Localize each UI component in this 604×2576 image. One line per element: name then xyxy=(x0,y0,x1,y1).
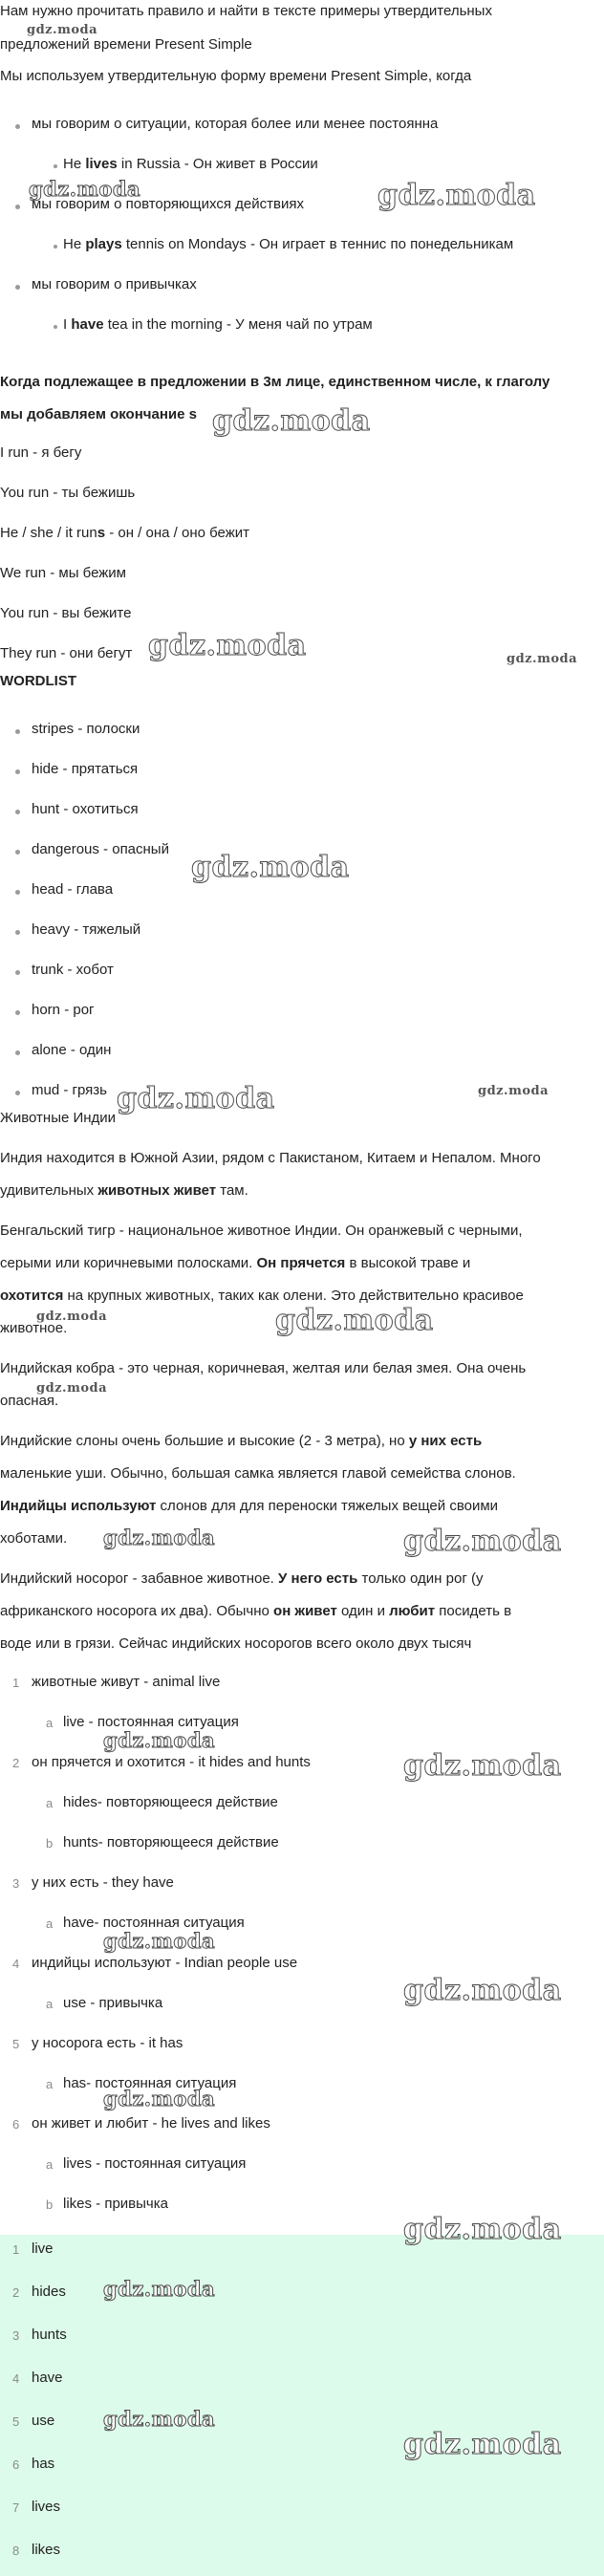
watermark: gdz.moda xyxy=(507,652,578,666)
text-p4-line: Индийские слоны очень большие и высокие (2 - 3 метра), но у них есть xyxy=(0,1433,483,1449)
answer-item: have xyxy=(32,2370,63,2386)
analysis-letter: a xyxy=(46,2157,54,2172)
watermark: gdz.moda xyxy=(378,179,536,212)
answer-number: 4 xyxy=(12,2371,20,2386)
wordlist-item: hide - прятаться xyxy=(32,761,139,777)
watermark: gdz.moda xyxy=(103,2407,216,2431)
conjugation-line: He / she / it runs - он / она / оно бежит xyxy=(0,525,250,541)
text-p5-line: африканского носорога их два). Обычно он живет один и любит посидеть в xyxy=(0,1603,512,1619)
wordlist-item: alone - один xyxy=(32,1042,112,1058)
watermark: gdz.moda xyxy=(403,2213,562,2246)
analysis-number: 6 xyxy=(12,2117,20,2132)
bullet-dot xyxy=(15,850,20,855)
wordlist-item: horn - рог xyxy=(32,1002,95,1018)
text-p5-line: Индийский носорог - забавное животное. У него есть только один рог (у xyxy=(0,1570,484,1587)
rule-lead: Мы используем утвердительную форму времени Present Simple, когда xyxy=(0,68,472,84)
analysis-number: 1 xyxy=(12,1676,20,1690)
conjugation-line: I run - я бегу xyxy=(0,444,82,461)
watermark: gdz.moda xyxy=(103,1929,216,1953)
analysis-sub-item: likes - привычка xyxy=(63,2196,168,2212)
watermark: gdz.moda xyxy=(478,1084,550,1098)
bullet-dot xyxy=(15,1010,20,1015)
text-p3-line: Индийская кобра - это черная, коричневая, желтая или белая змея. Она очень xyxy=(0,1360,527,1376)
rule-3-example: I have tea in the morning - У меня чай по утрам xyxy=(63,316,373,333)
analysis-sub-item: use - привычка xyxy=(63,1995,163,2011)
wordlist-title: WORDLIST xyxy=(0,673,76,689)
analysis-item: у них есть - they have xyxy=(32,1874,174,1891)
answer-number: 3 xyxy=(12,2328,20,2343)
answer-number: 2 xyxy=(12,2285,20,2300)
third-person-rule-line-1: Когда подлежащее в предложении в 3м лице, единственном числе, к глаголу xyxy=(0,374,550,390)
analysis-letter: a xyxy=(46,1916,54,1931)
bullet-dot xyxy=(15,930,20,935)
bullet-dot xyxy=(15,1050,20,1055)
bullet-dot xyxy=(15,970,20,975)
answer-number: 8 xyxy=(12,2544,20,2558)
wordlist-item: head - глава xyxy=(32,881,114,898)
text-title: Животные Индии xyxy=(0,1110,117,1126)
analysis-number: 5 xyxy=(12,2037,20,2051)
intro-task-line-2: предложений времени Present Simple xyxy=(0,36,252,53)
sub-bullet-dot xyxy=(54,245,57,249)
analysis-item: индийцы используют - Indian people use xyxy=(32,1955,298,1971)
rule-1-text: мы говорим о ситуации, которая более или менее постоянна xyxy=(32,116,439,132)
analysis-letter: a xyxy=(46,1796,54,1810)
wordlist-item: stripes - полоски xyxy=(32,721,140,737)
text-p4-line: маленькие уши. Обычно, большая самка является главой семейства слонов. xyxy=(0,1465,516,1482)
analysis-number: 3 xyxy=(12,1876,20,1891)
answer-item: lives xyxy=(32,2499,61,2515)
answer-item: has xyxy=(32,2456,55,2472)
analysis-sub-item: hunts- повторяющееся действие xyxy=(63,1834,279,1851)
bullet-dot xyxy=(15,205,20,209)
answer-number: 5 xyxy=(12,2414,20,2429)
answer-number: 7 xyxy=(12,2500,20,2515)
text-p2-line: Бенгальский тигр - национальное животное Индии. Он оранжевый с черными, xyxy=(0,1223,523,1239)
text-p4-line: хоботами. xyxy=(0,1530,68,1547)
rule-2-text: мы говорим о повторяющихся действиях xyxy=(32,196,304,212)
watermark: gdz.moda xyxy=(103,1526,216,1549)
third-person-rule-line-2: мы добавляем окончание s xyxy=(0,406,197,422)
watermark: gdz.moda xyxy=(191,851,350,884)
watermark: gdz.moda xyxy=(103,2277,216,2301)
analysis-number: 2 xyxy=(12,1756,20,1770)
bullet-dot xyxy=(15,124,20,129)
text-p1-line: удивительных животных живет там. xyxy=(0,1182,248,1199)
conjugation-line: You run - ты бежишь xyxy=(0,485,136,501)
analysis-letter: a xyxy=(46,2077,54,2091)
analysis-letter: a xyxy=(46,1997,54,2011)
watermark: gdz.moda xyxy=(36,1381,108,1396)
watermark: gdz.moda xyxy=(212,404,371,438)
watermark: gdz.moda xyxy=(117,1082,275,1115)
sub-bullet-dot xyxy=(54,164,57,168)
wordlist-item: hunt - охотиться xyxy=(32,801,139,817)
text-p2-line: серыми или коричневыми полосками. Он прячется в высокой траве и xyxy=(0,1255,471,1271)
analysis-item: он живет и любит - he lives and likes xyxy=(32,2115,270,2132)
bullet-dot xyxy=(15,285,20,290)
analysis-item: он прячется и охотится - it hides and hunts xyxy=(32,1754,311,1770)
text-p1-line: Индия находится в Южной Азии, рядом с Пакистаном, Китаем и Непалом. Много xyxy=(0,1150,541,1166)
bullet-dot xyxy=(15,769,20,774)
conjugation-line: They run - они бегут xyxy=(0,645,133,661)
watermark: gdz.moda xyxy=(103,2087,216,2111)
rule-2-example: He plays tennis on Mondays - Он играет в теннис по понедельникам xyxy=(63,236,514,252)
conjugation-line: You run - вы бежите xyxy=(0,605,132,621)
rule-3-text: мы говорим о привычках xyxy=(32,276,197,292)
answer-item: hides xyxy=(32,2284,66,2300)
watermark: gdz.moda xyxy=(403,1749,562,1783)
text-p4-line: Индийцы используют слонов для для переноски тяжелых вещей своими xyxy=(0,1498,499,1514)
bullet-dot xyxy=(15,729,20,734)
watermark: gdz.moda xyxy=(403,2428,562,2461)
answer-item: use xyxy=(32,2413,55,2429)
analysis-letter: a xyxy=(46,1716,54,1730)
text-p2-line: животное. xyxy=(0,1320,68,1336)
bullet-dot xyxy=(15,890,20,895)
watermark: gdz.moda xyxy=(403,1974,562,2007)
watermark: gdz.moda xyxy=(148,629,307,662)
text-p2-line: охотится на крупных животных, таких как олени. Это действительно красивое xyxy=(0,1288,524,1304)
analysis-sub-item: has- постоянная ситуация xyxy=(63,2075,237,2091)
wordlist-item: trunk - хобот xyxy=(32,962,114,978)
bullet-dot xyxy=(15,810,20,814)
analysis-item: у носорога есть - it has xyxy=(32,2035,183,2051)
bullet-dot xyxy=(15,1091,20,1095)
wordlist-item: mud - грязь xyxy=(32,1082,107,1098)
wordlist-item: dangerous - опасный xyxy=(32,841,169,857)
answer-item: likes xyxy=(32,2542,61,2558)
answer-block xyxy=(0,2235,604,2576)
answer-number: 6 xyxy=(12,2457,20,2472)
intro-task-line-1: Нам нужно прочитать правило и найти в тексте примеры утвердительных xyxy=(0,3,492,19)
sub-bullet-dot xyxy=(54,325,57,329)
watermark: gdz.moda xyxy=(103,1728,216,1752)
text-p5-line: воде или в грязи. Сейчас индийских носорогов всего около двух тысяч xyxy=(0,1635,472,1652)
analysis-sub-item: hides- повторяющееся действие xyxy=(63,1794,278,1810)
answer-item: live xyxy=(32,2240,54,2257)
analysis-letter: b xyxy=(46,1836,54,1851)
watermark: gdz.moda xyxy=(403,1525,562,1558)
text-p3-line: опасная. xyxy=(0,1393,59,1409)
answer-item: hunts xyxy=(32,2327,67,2343)
conjugation-line: We run - мы бежим xyxy=(0,565,126,581)
analysis-sub-item: lives - постоянная ситуация xyxy=(63,2155,247,2172)
watermark: gdz.moda xyxy=(27,23,98,37)
watermark: gdz.moda xyxy=(275,1304,434,1337)
answer-number: 1 xyxy=(12,2242,20,2257)
analysis-sub-item: live - постоянная ситуация xyxy=(63,1714,239,1730)
analysis-letter: b xyxy=(46,2197,54,2212)
analysis-sub-item: have- постоянная ситуация xyxy=(63,1915,245,1931)
rule-1-example: He lives in Russia - Он живет в России xyxy=(63,156,318,172)
analysis-item: животные живут - animal live xyxy=(32,1674,221,1690)
wordlist-item: heavy - тяжелый xyxy=(32,921,141,938)
analysis-number: 4 xyxy=(12,1957,20,1971)
watermark: gdz.moda xyxy=(36,1310,108,1324)
watermark: gdz.moda xyxy=(29,177,141,201)
